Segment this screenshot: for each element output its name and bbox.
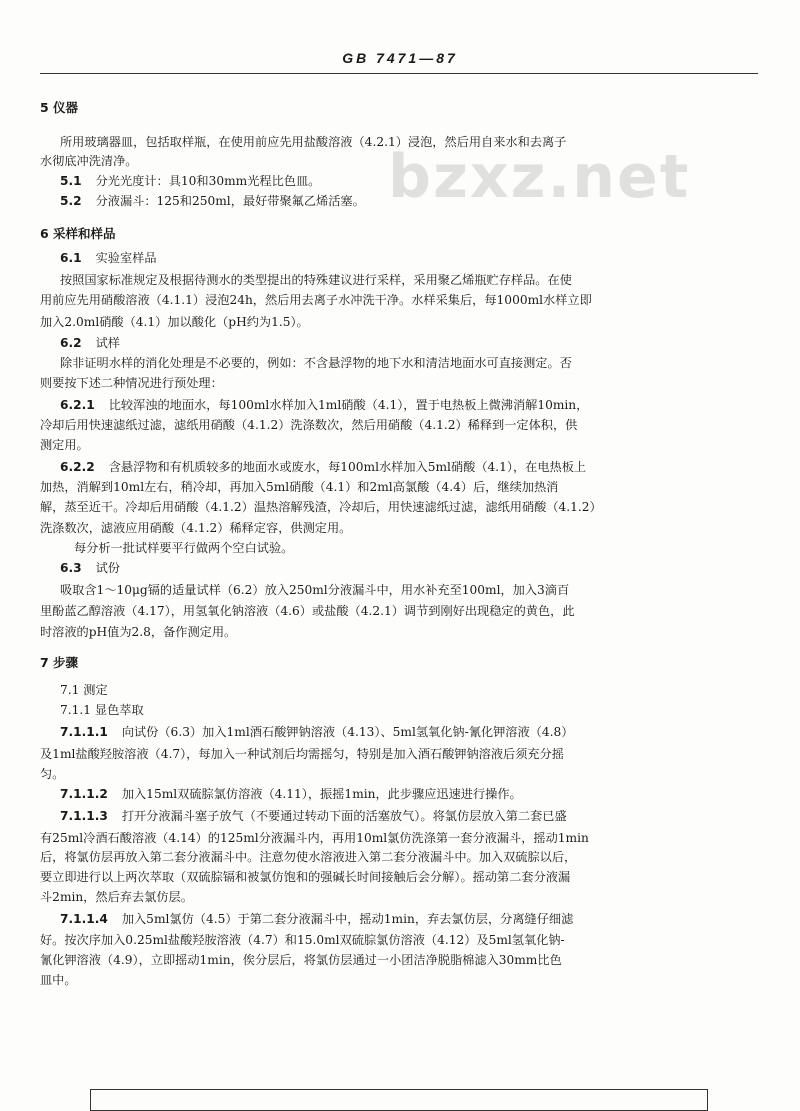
item-7-1-1-3-line4: 要立即进行以上两次萃取（双硫腙镉和被氯仿饱和的强碱长时间接触后会分解）。摇动第二套分液漏 (40, 870, 571, 884)
item-5-1-number: 5.1 (60, 174, 82, 188)
para-6-3-line3: 时溶液的pH值为2.8，备作测定用。 (40, 625, 237, 639)
para-6-2-line1: 除非证明水样的消化处理是不必要的，例如：不含悬浮物的地下水和清洁地面水可直接测定。否 (60, 356, 572, 370)
item-7-1-1-3-text: 打开分液漏斗塞子放气（不要通过转动下面的活塞放气）。将氯仿层放入第二套已盛 (121, 809, 567, 823)
item-7-1-1-4-line4: 皿中。 (40, 973, 77, 987)
item-7-1-1-2-text: 加入15ml双硫腙氯仿溶液（4.11），振摇1min，此步骤应迅速进行操作。 (121, 787, 522, 801)
item-6-2-2-line2: 加热，消解到10ml左右，稍冷却，再加入5ml硝酸（4.1）和2ml高氯酸（4.4）后，继续加热消 (40, 480, 559, 494)
item-7-1-1-1-line2: 及1ml盐酸羟胺溶液（4.7），每加入一种试剂后均需摇匀，特别是加入酒石酸钾钠溶液后须充分摇 (40, 747, 564, 761)
section-5-para-line2: 水彻底冲洗清净。 (40, 154, 138, 168)
item-7-1: 7.1 测定 (60, 683, 108, 697)
section-5-title: 5 仪器 (40, 100, 79, 115)
item-7-1-1-4-line3: 氰化钾溶液（4.9），立即摇动1min，俟分层后，将氯仿层通过一小团洁净脱脂棉滤入30mm比色 (40, 953, 562, 967)
section-5-para-line1: 所用玻璃器皿，包括取样瓶，在使用前应先用盐酸溶液（4.2.1）浸泡，然后用自来水和去离子 (60, 135, 567, 149)
item-7-1-1-3-line3: 后，将氯仿层再放入第二套分液漏斗中。注意勿使水溶液进入第二套分液漏斗中。加入双硫腙以后， (40, 850, 577, 864)
item-7-1-1-1-text: 向试份（6.3）加入1ml酒石酸钾钠溶液（4.13）、5ml氢氧化钠-氰化钾溶液（4.8） (121, 725, 574, 739)
item-6-2 (60, 335, 120, 351)
item-7-1-1-3-line2: 有25ml冷酒石酸溶液（4.14）的125ml分液漏斗内，再用10ml氯仿洗涤第一套分液漏斗，摇动1min (40, 831, 589, 845)
item-7-1-1-4-number: 7.1.1.4 (60, 912, 108, 926)
item-6-2-2-line1 (60, 459, 586, 475)
item-7-1-1-1-line1 (60, 724, 573, 740)
item-7-1-1-1-number: 7.1.1.1 (60, 725, 108, 739)
para-6-1-line3: 加入2.0ml硝酸（4.1）加以酸化（pH约为1.5）。 (40, 315, 309, 329)
item-6-2-2-line3: 解，蒸至近干。冷却后用硝酸（4.1.2）温热溶解残渣，冷却后，用快速滤纸过滤，滤纸用硝酸（4.1.2） (40, 500, 602, 514)
section-6-title: 6 采样和样品 (40, 226, 116, 241)
item-6-3-text: 试份 (95, 561, 120, 575)
item-6-2-2-number: 6.2.2 (60, 460, 95, 474)
item-6-3 (60, 560, 120, 576)
item-5-2-number: 5.2 (60, 194, 82, 208)
item-5-1-text: 分光光度计：具10和30mm光程比色皿。 (95, 174, 321, 188)
item-7-1-1-2 (60, 786, 522, 802)
item-7-1-1-3-number: 7.1.1.3 (60, 809, 108, 823)
para-6-1-line1: 按照国家标准规定及根据待测水的类型提出的特殊建议进行采样，采用聚乙烯瓶贮存样品。在使 (60, 273, 572, 287)
item-6-2-2-line4: 洗涤数次，滤液应用硝酸（4.1.2）稀释定容，供测定用。 (40, 521, 352, 535)
para-6-2-line2: 则要按下述二种情况进行预处理： (40, 376, 223, 390)
item-6-2-text: 试样 (95, 336, 120, 350)
item-6-3-number: 6.3 (60, 561, 82, 575)
para-6-3-line1: 吸取含1～10μg镉的适量试样（6.2）放入250ml分液漏斗中，用水补充至100ml，加入3滴百 (60, 583, 570, 597)
para-6-1-line2: 用前应先用硝酸溶液（4.1.1）浸泡24h，然后用去离子水冲洗干净。水样采集后，每1000ml水样立即 (40, 293, 592, 307)
para-6-3-line2: 里酚蓝乙醇溶液（4.17），用氢氧化钠溶液（4.6）或盐酸（4.2.1）调节到刚好出现稳定的黄色，此 (40, 604, 575, 618)
item-6-1 (60, 250, 157, 266)
item-5-2-text: 分液漏斗：125和250ml，最好带聚氟乙烯活塞。 (95, 194, 365, 208)
item-7-1-1-2-number: 7.1.1.2 (60, 787, 108, 801)
item-6-2-1-number: 6.2.1 (60, 398, 95, 412)
section-7-title: 7 步骤 (40, 655, 79, 670)
item-7-1-1-3-line5: 斗2min，然后弃去氯仿层。 (40, 890, 193, 904)
item-5-1 (60, 173, 320, 189)
item-6-2-1-text: 比较浑浊的地面水，每100ml水样加入1ml硝酸（4.1），置于电热板上微沸消解10min， (108, 398, 589, 412)
item-7-1-1-4-line1 (60, 911, 573, 927)
item-6-1-text: 实验室样品 (95, 251, 157, 265)
item-6-2-1-line2: 冷却后用快速滤纸过滤，滤纸用硝酸（4.1.2）洗涤数次，然后用硝酸（4.1.2）稀释到一定体积，供 (40, 418, 578, 432)
header-divider (40, 73, 758, 74)
footer-frame (90, 1089, 708, 1111)
item-7-1-1-3-line1 (60, 808, 567, 824)
item-6-2-1-line3: 测定用。 (40, 438, 89, 452)
watermark: bzxz.net (388, 142, 691, 212)
item-6-1-number: 6.1 (60, 251, 82, 265)
item-6-2-number: 6.2 (60, 336, 82, 350)
para-6-2-blank-test: 每分析一批试样要平行做两个空白试验。 (74, 541, 294, 555)
item-7-1-1-1-line3: 匀。 (40, 767, 65, 781)
item-6-2-2-text: 含悬浮物和有机质较多的地面水或废水，每100ml水样加入5ml硝酸（4.1），在电热板上 (108, 460, 587, 474)
item-5-2 (60, 193, 365, 209)
item-7-1-1-4-line2: 好。按次序加入0.25ml盐酸羟胺溶液（4.7）和15.0ml双硫腙氯仿溶液（4.12）及5ml氢氧化钠- (40, 933, 565, 947)
item-7-1-1-4-text: 加入5ml氯仿（4.5）于第二套分液漏斗中，摇动1min，弃去氯仿层，分离缝仔细滤 (121, 912, 574, 926)
standard-code-header: GB 7471—87 (342, 50, 458, 66)
item-7-1-1: 7.1.1 显色萃取 (60, 703, 144, 717)
item-6-2-1-line1 (60, 397, 588, 413)
